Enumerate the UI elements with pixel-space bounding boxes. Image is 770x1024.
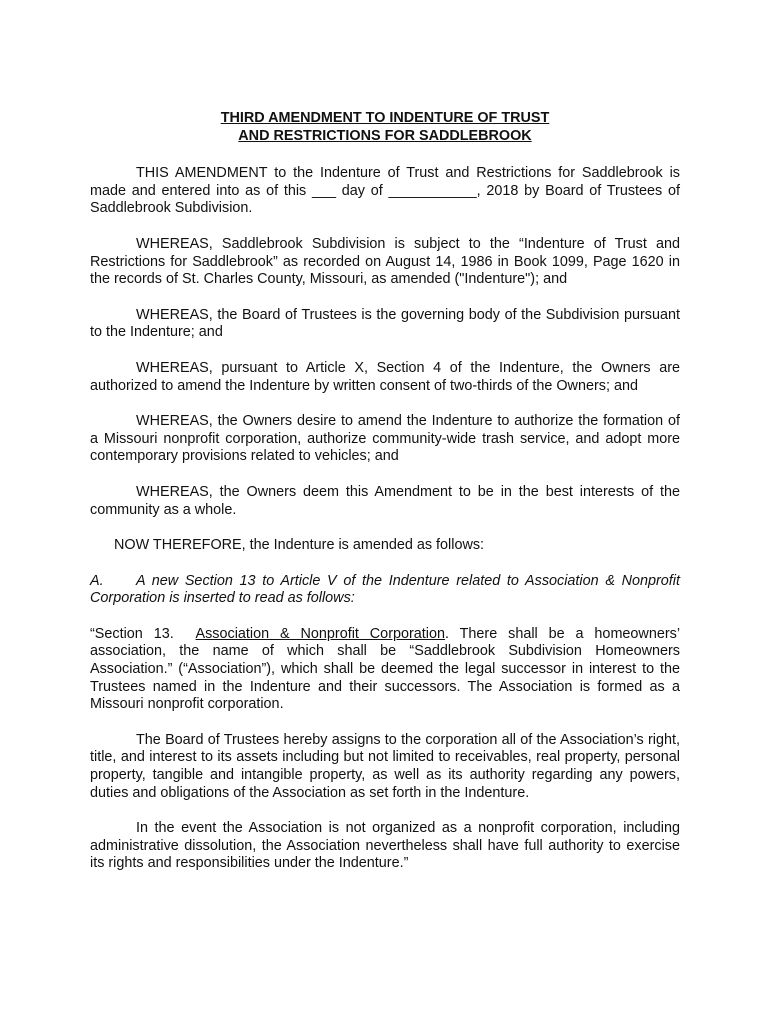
now-therefore-paragraph: NOW THEREFORE, the Indenture is amended as follows: xyxy=(114,537,485,554)
section-13-paragraph xyxy=(90,626,680,714)
board-assigns-paragraph: The Board of Trustees hereby assigns to the corporation all of the Association’s right, title, and interest to its assets including but not limited to receivables, real property, personal property, tangible and intangible property, as well as its authority regarding any powers, duties and obligations of the Association as set forth in the Indenture. xyxy=(90,731,680,801)
dissolution-paragraph: In the event the Association is not organized as a nonprofit corporation, including administrative dissolution, the Association nevertheless shall have full authority to exercise its rights and responsibilities under the Indenture.” xyxy=(90,820,680,872)
document-page xyxy=(90,110,680,873)
whereas-article-x-paragraph: WHEREAS, pursuant to Article X, Section 4 of the Indenture, the Owners are authorized to amend the Indenture by written consent of two-thirds of the Owners; and xyxy=(90,359,680,394)
document-title-line-1: THIRD AMENDMENT TO INDENTURE OF TRUST xyxy=(220,110,550,126)
amendment-intro-paragraph: THIS AMENDMENT to the Indenture of Trust and Restrictions for Saddlebrook is made and entered into as of this ___ day of ___________, 2018 by Board of Trustees of Saddlebrook Subdivision. xyxy=(90,165,680,217)
section-a-paragraph xyxy=(90,573,680,608)
whereas-indenture-paragraph: WHEREAS, Saddlebrook Subdivision is subject to the “Indenture of Trust and Restrictions for Saddlebrook” as recorded on August 14, 1986 in Book 1099, Page 1620 in the records of St. Charles County, Missouri, as amended ("Indenture"); and xyxy=(90,235,680,288)
whereas-best-interests-paragraph: WHEREAS, the Owners deem this Amendment to be in the best interests of the community as a whole. xyxy=(90,483,680,518)
section-13-body: . There shall be a homeowners’ association, the name of which shall be “Saddlebrook Subdivision Homeowners Association.” (“Association”), which shall be deemed the legal successor in interest to the Trustees named in the Indenture and their successors. The Association is formed as a Missouri nonprofit corporation. xyxy=(90,625,681,713)
section-a-text: A new Section 13 to Article V of the Indenture related to Association & Nonprofit Corporation is inserted to read as follows: xyxy=(90,572,680,607)
section-13-heading: Association & Nonprofit Corporation xyxy=(195,625,445,642)
whereas-board-paragraph: WHEREAS, the Board of Trustees is the governing body of the Subdivision pursuant to the Indenture; and xyxy=(90,306,680,341)
section-a-label: A. xyxy=(90,572,104,589)
document-title-line-2: AND RESTRICTIONS FOR SADDLEBROOK xyxy=(238,127,532,144)
section-13-prefix: “Section 13. xyxy=(90,625,174,642)
whereas-owners-desire-paragraph: WHEREAS, the Owners desire to amend the Indenture to authorize the formation of a Missouri nonprofit corporation, authorize community-wide trash service, and adopt more contemporary provisions related to vehicles; and xyxy=(90,413,680,465)
